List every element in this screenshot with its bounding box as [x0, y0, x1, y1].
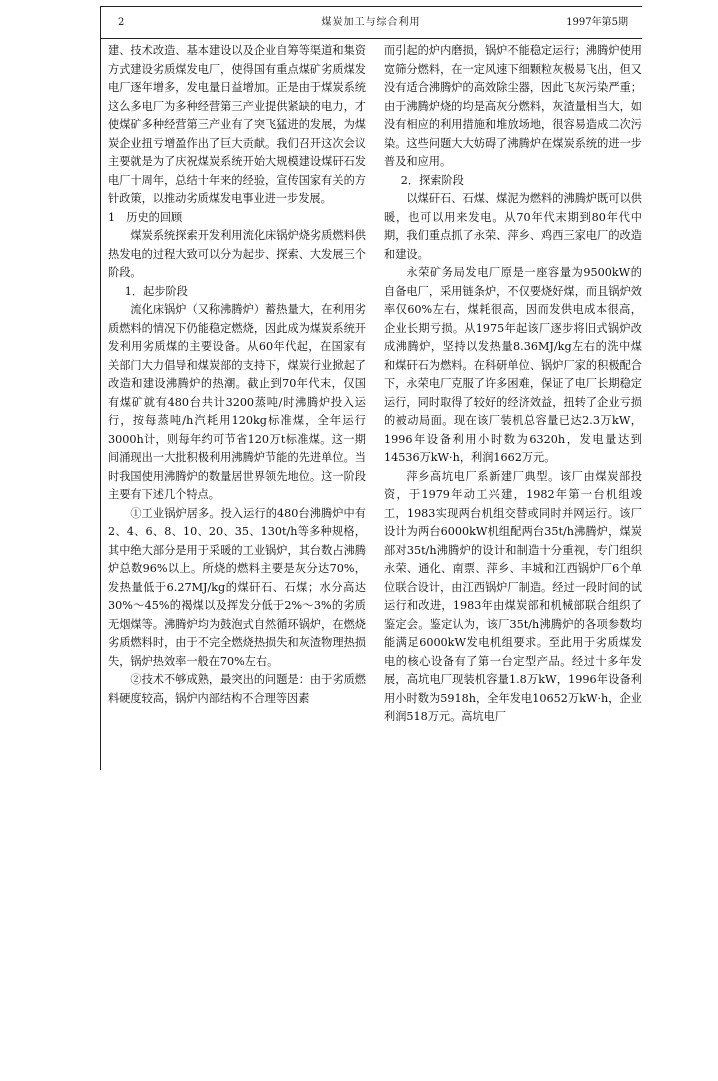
header-rule	[100, 38, 642, 39]
paragraph: 以煤矸石、石煤、煤泥为燃料的沸腾炉既可以供暖，也可以用来发电。从70年代末期到80年代中期，我们重点抓了永荣、萍乡、鸡西三家电厂的改造和建设。	[384, 192, 642, 261]
paragraph: 流化床锅炉（又称沸腾炉）蓄热量大，在利用劣质燃料的情况下仍能稳定燃烧，因此成为煤炭系统开发利用劣质煤的主要设备。从60年代起，在国家有关部门大力倡导和煤炭部的支持下，煤炭行业掀起了改造和建设沸腾炉的热潮。截止到70年代末，仅国有煤矿就有480台共计3200蒸吨/时沸腾炉投入运行，按每蒸吨/h汽耗用120kg标准煤，全年运行3000h计，则每年约可节省120万t标准煤。这一期间涌现出一大批积极利用沸腾炉节能的先进单位。当时我国使用沸腾炉的数量居世界领先地位。这一阶段主要有下述几个特点。	[108, 303, 366, 501]
left-column	[108, 42, 366, 708]
paragraph: 建、技术改造、基本建设以及企业自筹等渠道和集资方式建设劣质煤发电厂，使得国有重点煤矿劣质煤发电厂逐年增多，发电量日益增加。正是由于煤炭系统这么多电厂为多种经营第三产业提供紧缺的电力，才使煤矿多种经营第三产业有了突飞猛进的发展，为煤炭企业扭亏增盈作出了巨大贡献。我们召开这次会议主要就是为了庆祝煤炭系统开始大规模建设煤矸石发电厂十周年，总结十年来的经验，宣传国家有关的方针政策，以推动劣质煤发电事业进一步发展。	[108, 44, 366, 205]
running-header	[100, 12, 642, 34]
right-column	[384, 42, 642, 727]
paragraph: 而引起的炉内磨损，锅炉不能稳定运行；沸腾炉使用宽筛分燃料，在一定风速下细颗粒灰极易飞出，但又没有适合沸腾炉的高效除尘器，因此飞灰污染严重；由于沸腾炉烧的均是高灰分燃料，灰渣量相当大，如没有相应的利用措施和堆放场地，很容易造成二次污染。这些问题大大妨碍了沸腾炉在煤炭系统的进一步普及和应用。	[384, 44, 642, 168]
top-border	[100, 6, 642, 7]
document-page	[100, 6, 642, 770]
paragraph: 煤炭系统探索开发利用流化床锅炉烧劣质燃料供热发电的过程大致可以分为起步、探索、大发展三个阶段。	[108, 229, 366, 279]
paragraph: ①工业锅炉居多。投入运行的480台沸腾炉中有2、4、6、8、10、20、35、130t/h等多种规格，其中绝大部分是用于采暖的工业锅炉，其台数占沸腾炉总数96%以上。所烧的燃料主要是灰分达70%，发热量低于6.27MJ/kg的煤矸石、石煤；水分高达30%～45%的褐煤以及挥发分低于2%～3%的劣质无烟煤等。沸腾炉均为鼓泡式自然循环锅炉，在燃烧劣质燃料时，由于不完全燃烧热损失和灰渣物理热损失，锅炉热效率一般在70%左右。	[108, 506, 366, 668]
left-border	[100, 6, 101, 770]
subsection-heading: 1．起步阶段	[124, 284, 188, 298]
section-heading: 1 历史的回顾	[108, 210, 183, 224]
page-number: 2	[118, 17, 125, 28]
issue-label: 1997年第5期	[566, 17, 628, 28]
paragraph: 永荣矿务局发电厂原是一座容量为9500kW的自备电厂，采用链条炉，不仅要烧好煤，而且锅炉效率仅60%左右，煤耗很高，因而发供电成本很高，企业长期亏损。从1975年起该厂逐步将旧式锅炉改成沸腾炉，坚持以发热量8.36MJ/kg左右的洗中煤和煤矸石为燃料。在科研单位、锅炉厂家的积极配合下，永荣电厂克服了许多困难，保证了电厂长期稳定运行，同时取得了较好的经济效益，扭转了企业亏损的被动局面。现在该厂装机总容量已达2.3万kW，1996年设备利用小时数为6320h，发电量达到14536万kW·h，利润1662万元。	[384, 266, 642, 464]
paragraph: 萍乡高坑电厂系新建厂典型。该厂由煤炭部投资，于1979年动工兴建，1982年第一台机组竣工，1983实现两台机组交替或同时并网运行。该厂设计为两台6000kW机组配两台35t/h沸腾炉，煤炭部对35t/h沸腾炉的设计和制造十分重视，专门组织永荣、通化、南票、萍乡、丰城和江西锅炉厂6个单位联合设计，由江西锅炉厂制造。经过一段时间的试运行和改进，1983年由煤炭部和机械部联合组织了鉴定会。鉴定认为，该厂35t/h沸腾炉的各项参数均能满足6000kW发电机组要求。至此用于劣质煤发电的核心设备有了第一台定型产品。经过十多年发展，高坑电厂现装机容量1.8万kW，1996年设备利用小时数为5918h，全年发电10652万kW·h，企业利润518万元。高坑电厂	[384, 469, 642, 723]
paragraph: ②技术不够成熟，最突出的问题是：由于劣质燃料硬度较高，锅炉内部结构不合理等因素	[108, 673, 366, 705]
subsection-heading: 2．探索阶段	[400, 173, 464, 187]
journal-title: 煤炭加工与综合利用	[321, 17, 421, 28]
